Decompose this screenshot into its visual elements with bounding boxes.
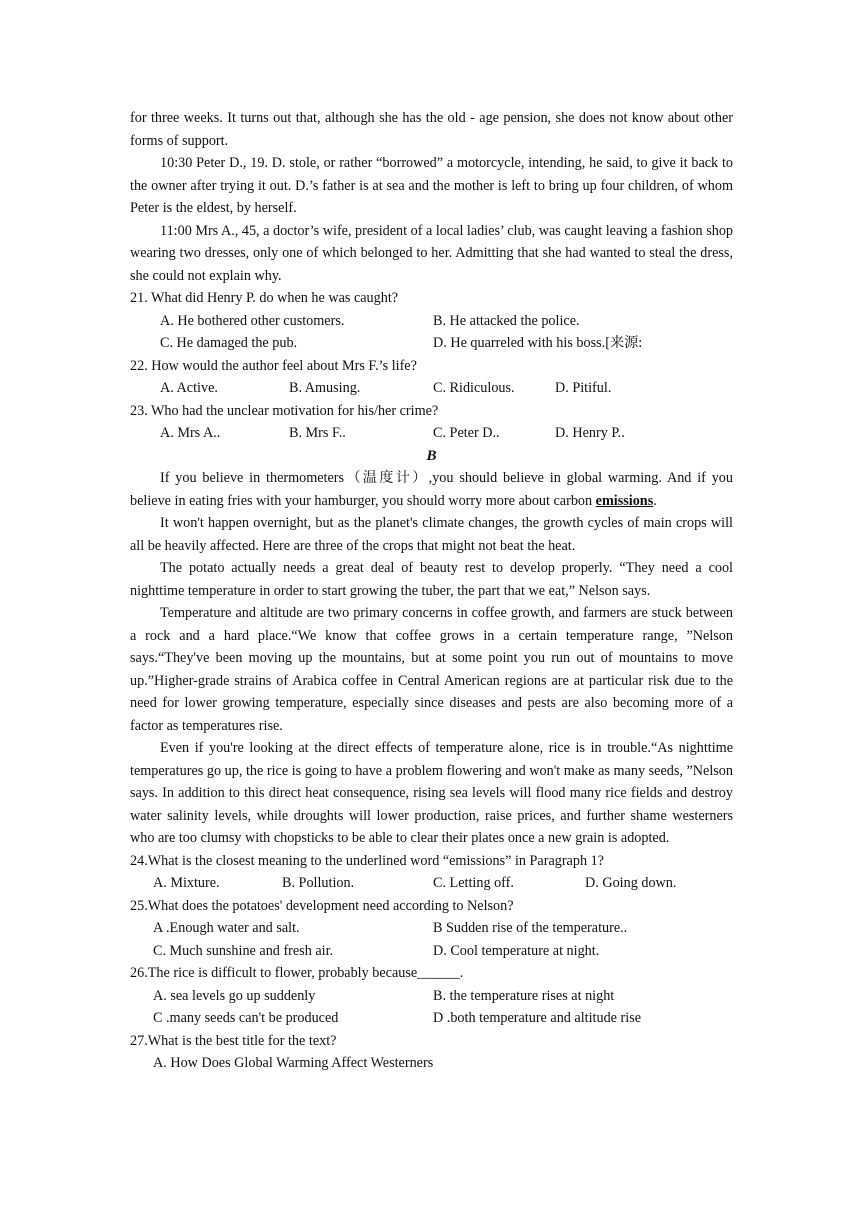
option-22-c[interactable]: C. Ridiculous. [433,380,515,396]
question-25-options-row-1 [130,917,733,940]
option-26-d[interactable]: D .both temperature and altitude rise [433,1010,642,1026]
option-24-b[interactable]: B. Pollution. [282,875,355,891]
passage-a-paragraph-2: 10:30 Peter D., 19. D. stole, or rather “borrowed” a motorcycle, intending, he said, to give it back to the owner after trying it out. D.’s father is at sea and the mother is left to bring up four children, of whom Peter is the eldest, by herself. [130,155,733,216]
passage-b-paragraph-4: Temperature and altitude are two primary concerns in coffee growth, and farmers are stuck between a rock and a hard place.“We know that coffee grows in a certain temperature range, ”Nelson says.“They've been moving up the mountains, but at some point you run out of mountains to move up.”Higher-grade strains of Arabica coffee in Central American regions are at particular risk due to the need for lower growing temperature, especially since diseases and pests are also becoming more of a factor as temperatures rise. [130,605,733,734]
question-25: 25.What does the potatoes' development need according to Nelson? [130,897,514,914]
question-25-options-row-2 [130,940,733,963]
section-b-heading: B [426,447,437,464]
exam-page [130,107,733,1075]
question-26-options-row-2 [130,1007,733,1030]
option-26-c[interactable]: C .many seeds can't be produced [153,1010,339,1026]
option-24-d[interactable]: D. Going down. [585,875,677,891]
passage-a-paragraph-3: 11:00 Mrs A., 45, a doctor’s wife, president of a local ladies’ club, was caught leaving a fashion shop wearing two dresses, only one of which belonged to her. Admitting that she had wanted to steal the dress, she could not explain why. [130,222,734,284]
option-26-a[interactable]: A. sea levels go up suddenly [153,987,316,1004]
option-23-d[interactable]: D. Henry P.. [555,425,625,441]
option-23-c[interactable]: C. Peter D.. [433,425,500,441]
option-22-a[interactable]: A. Active. [160,380,218,396]
question-22-options [130,377,733,400]
question-23-options [130,422,733,445]
option-26-b[interactable]: B. the temperature rises at night [433,987,615,1004]
option-23-b[interactable]: B. Mrs F.. [289,425,346,441]
passage-b-paragraph-2: It won't happen overnight, but as the planet's climate changes, the growth cycles of main crops will all be heavily affected. Here are three of the crops that might not beat the heat. [130,515,733,554]
question-21-options-row-2 [130,332,733,355]
question-27: 27.What is the best title for the text? [130,1032,337,1049]
passage-a-paragraph-1: for three weeks. It turns out that, although she has the old - age pension, she does not know about other forms of support. [130,110,733,149]
option-25-b[interactable]: B Sudden rise of the temperature.. [433,920,628,936]
question-21-options-row-1 [130,310,733,333]
passage-b-p1-end: . [653,492,657,509]
passage-b-p1-text: If you believe in thermometers（温度计）,you should believe in global warming. And if you believe in eating fries with your hamburger, you should worry more about carbon [130,470,733,509]
option-22-d[interactable]: D. Pitiful. [555,380,612,396]
question-26: 26.The rice is difficult to flower, probably because______. [130,965,464,981]
underlined-word-emissions: emissions [595,492,654,509]
passage-b-paragraph-3: The potato actually needs a great deal of beauty rest to develop properly. “They need a cool nighttime temperature in order to start growing the tuber, the part that we eat,” Nelson says. [130,560,733,599]
option-21-a[interactable]: A. He bothered other customers. [160,312,345,329]
option-24-a[interactable]: A. Mixture. [153,875,220,891]
option-27-a[interactable]: A. How Does Global Warming Affect Westerners [153,1055,434,1071]
question-26-options-row-1 [130,985,733,1008]
option-22-b[interactable]: B. Amusing. [289,380,361,396]
option-21-b[interactable]: B. He attacked the police. [433,312,580,329]
passage-b-paragraph-1 [130,467,733,512]
option-23-a[interactable]: A. Mrs A.. [160,425,221,441]
option-25-a[interactable]: A .Enough water and salt. [153,920,300,936]
question-24: 24.What is the closest meaning to the underlined word “emissions” in Paragraph 1? [130,852,604,869]
question-22: 22. How would the author feel about Mrs F.’s life? [130,357,417,374]
question-24-options [130,872,733,895]
question-23: 23. Who had the unclear motivation for his/her crime? [130,402,439,419]
passage-b-paragraph-5: Even if you're looking at the direct effects of temperature alone, rice is in trouble.“As nighttime temperatures go up, the rice is going to have a problem flowering and won't make as many seeds, ”Nelson says. In addition to this direct heat consequence, rising sea levels will flood many rice fields and destroy water salinity levels, while droughts will lower production, raise prices, and further shame westerners who are too clumsy with chopsticks to be able to clear their plates once a new grain is adopted. [130,740,733,846]
option-25-d[interactable]: D. Cool temperature at night. [433,942,600,959]
option-21-d[interactable]: D. He quarreled with his boss.[来源: [433,335,643,351]
option-24-c[interactable]: C. Letting off. [433,875,514,891]
question-21: 21. What did Henry P. do when he was caught? [130,290,399,306]
question-27-options [130,1052,733,1075]
option-21-c[interactable]: C. He damaged the pub. [160,335,298,351]
option-25-c[interactable]: C. Much sunshine and fresh air. [153,942,334,959]
